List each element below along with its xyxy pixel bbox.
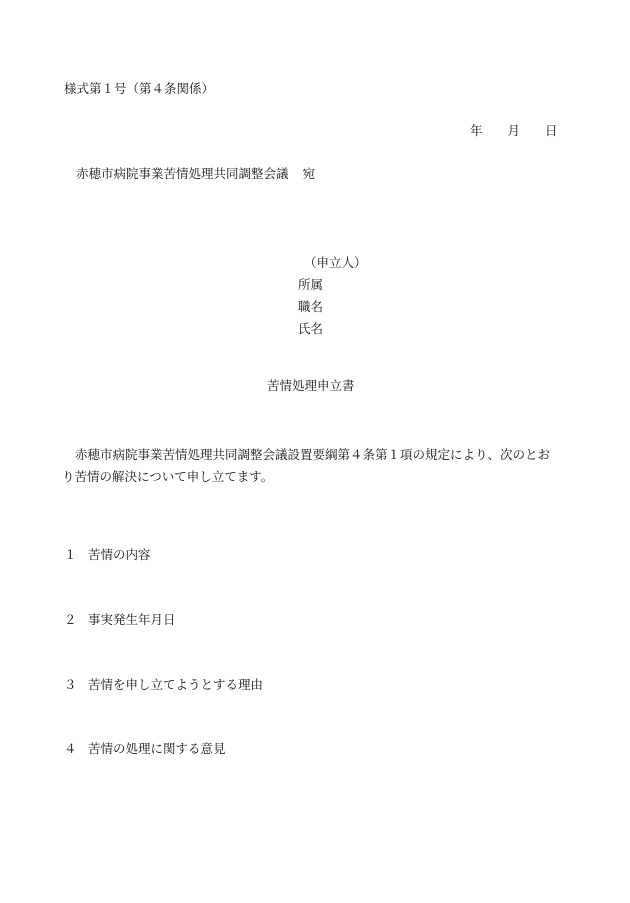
section-reason — [64, 679, 263, 692]
body-text: 赤穂市病院事業苦情処理共同調整会議設置要綱第４条第１項の規定により、次のとおり苦情の解決について申し立てます。 — [62, 447, 551, 484]
applicant-title: （申立人） — [304, 255, 367, 270]
date-month-label: 月 — [507, 123, 521, 138]
addressee — [76, 168, 315, 181]
section-number: ３ — [64, 677, 77, 692]
section-occurrence-date — [64, 614, 176, 627]
document-title: 苦情処理申立書 — [267, 378, 355, 393]
section-number: ４ — [64, 741, 77, 756]
section-opinion — [64, 743, 226, 756]
applicant-position-label: 職名 — [298, 299, 324, 314]
section-label: 苦情の処理に関する意見 — [88, 741, 226, 756]
section-label: 事実発生年月日 — [88, 612, 176, 627]
form-number: 様式第１号（第４条関係） — [64, 81, 215, 96]
applicant-block — [298, 252, 367, 340]
applicant-affiliation-label: 所属 — [298, 277, 324, 292]
section-label: 苦情を申し立てようとする理由 — [88, 677, 264, 692]
date-year-label: 年 — [470, 123, 483, 138]
addressee-suffix: 宛 — [302, 166, 316, 181]
addressee-name: 赤穂市病院事業苦情処理共同調整会議 — [76, 166, 289, 181]
section-complaint-content — [64, 549, 151, 562]
date-day-label: 日 — [545, 123, 558, 138]
section-number: ２ — [64, 612, 77, 627]
section-label: 苦情の内容 — [88, 547, 151, 562]
applicant-name-label: 氏名 — [298, 321, 324, 336]
date-line — [470, 125, 558, 138]
section-number: １ — [64, 547, 77, 562]
